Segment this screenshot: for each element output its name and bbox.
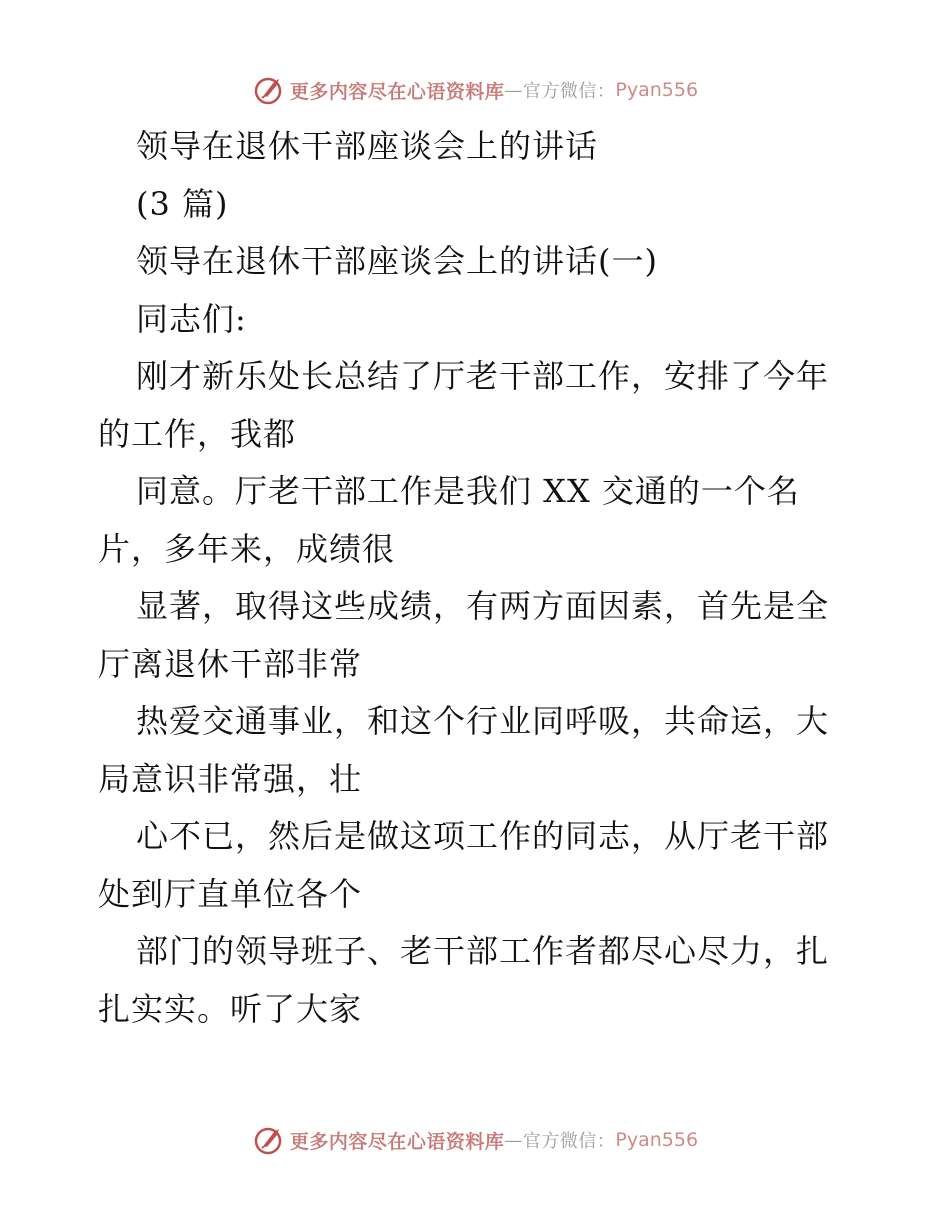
footer-watermark-banner	[0, 1120, 950, 1160]
banner-sub-text: 官方微信：	[522, 1131, 616, 1152]
paragraph-line: 部门的领导班子、老干部工作者都尽心尽力，扎	[136, 932, 830, 970]
paragraph-line: 心不已，然后是做这项工作的同志，从厅老干部	[136, 817, 830, 855]
paragraph-line: 片，多年来，成绩很	[98, 529, 396, 568]
salutation: 同志们:	[136, 299, 247, 338]
paragraph-line: 厅离退休干部非常	[98, 644, 363, 683]
paragraph-line: 热爱交通事业，和这个行业同呼吸，共命运，大	[136, 702, 830, 740]
header-watermark-banner	[0, 70, 950, 110]
paragraph-line: 显著，取得这些成绩，有两方面因素，首先是全	[136, 587, 830, 625]
pen-nib-circle-icon	[252, 1123, 286, 1157]
document-subtitle: (3 篇)	[136, 184, 229, 223]
document-body	[98, 118, 858, 1038]
paragraph-line: 扎实实。听了大家	[98, 989, 363, 1028]
section-heading: 领导在退休干部座谈会上的讲话(一)	[136, 242, 658, 280]
banner-separator: —	[504, 1129, 523, 1151]
paragraph-line: 处到厅直单位各个	[98, 874, 363, 913]
banner-sub-text: 官方微信：	[522, 81, 616, 102]
paragraph-line: 局意识非常强，壮	[98, 759, 363, 798]
paragraph-line: 同意。厅老干部工作是我们 XX 交通的一个名	[136, 472, 800, 510]
banner-main-text: 更多内容尽在心语资料库	[289, 80, 505, 103]
document-title: 领导在退休干部座谈会上的讲话	[136, 127, 599, 165]
paragraph-line: 刚才新乐处长总结了厅老干部工作，安排了今年	[136, 357, 830, 395]
banner-wechat-id: Pyan556	[615, 1129, 699, 1151]
paragraph-line: 的工作，我都	[98, 414, 297, 453]
pen-nib-circle-icon	[252, 73, 286, 107]
banner-wechat-id: Pyan556	[615, 79, 699, 101]
banner-main-text: 更多内容尽在心语资料库	[289, 1130, 505, 1153]
banner-separator: —	[504, 79, 523, 101]
